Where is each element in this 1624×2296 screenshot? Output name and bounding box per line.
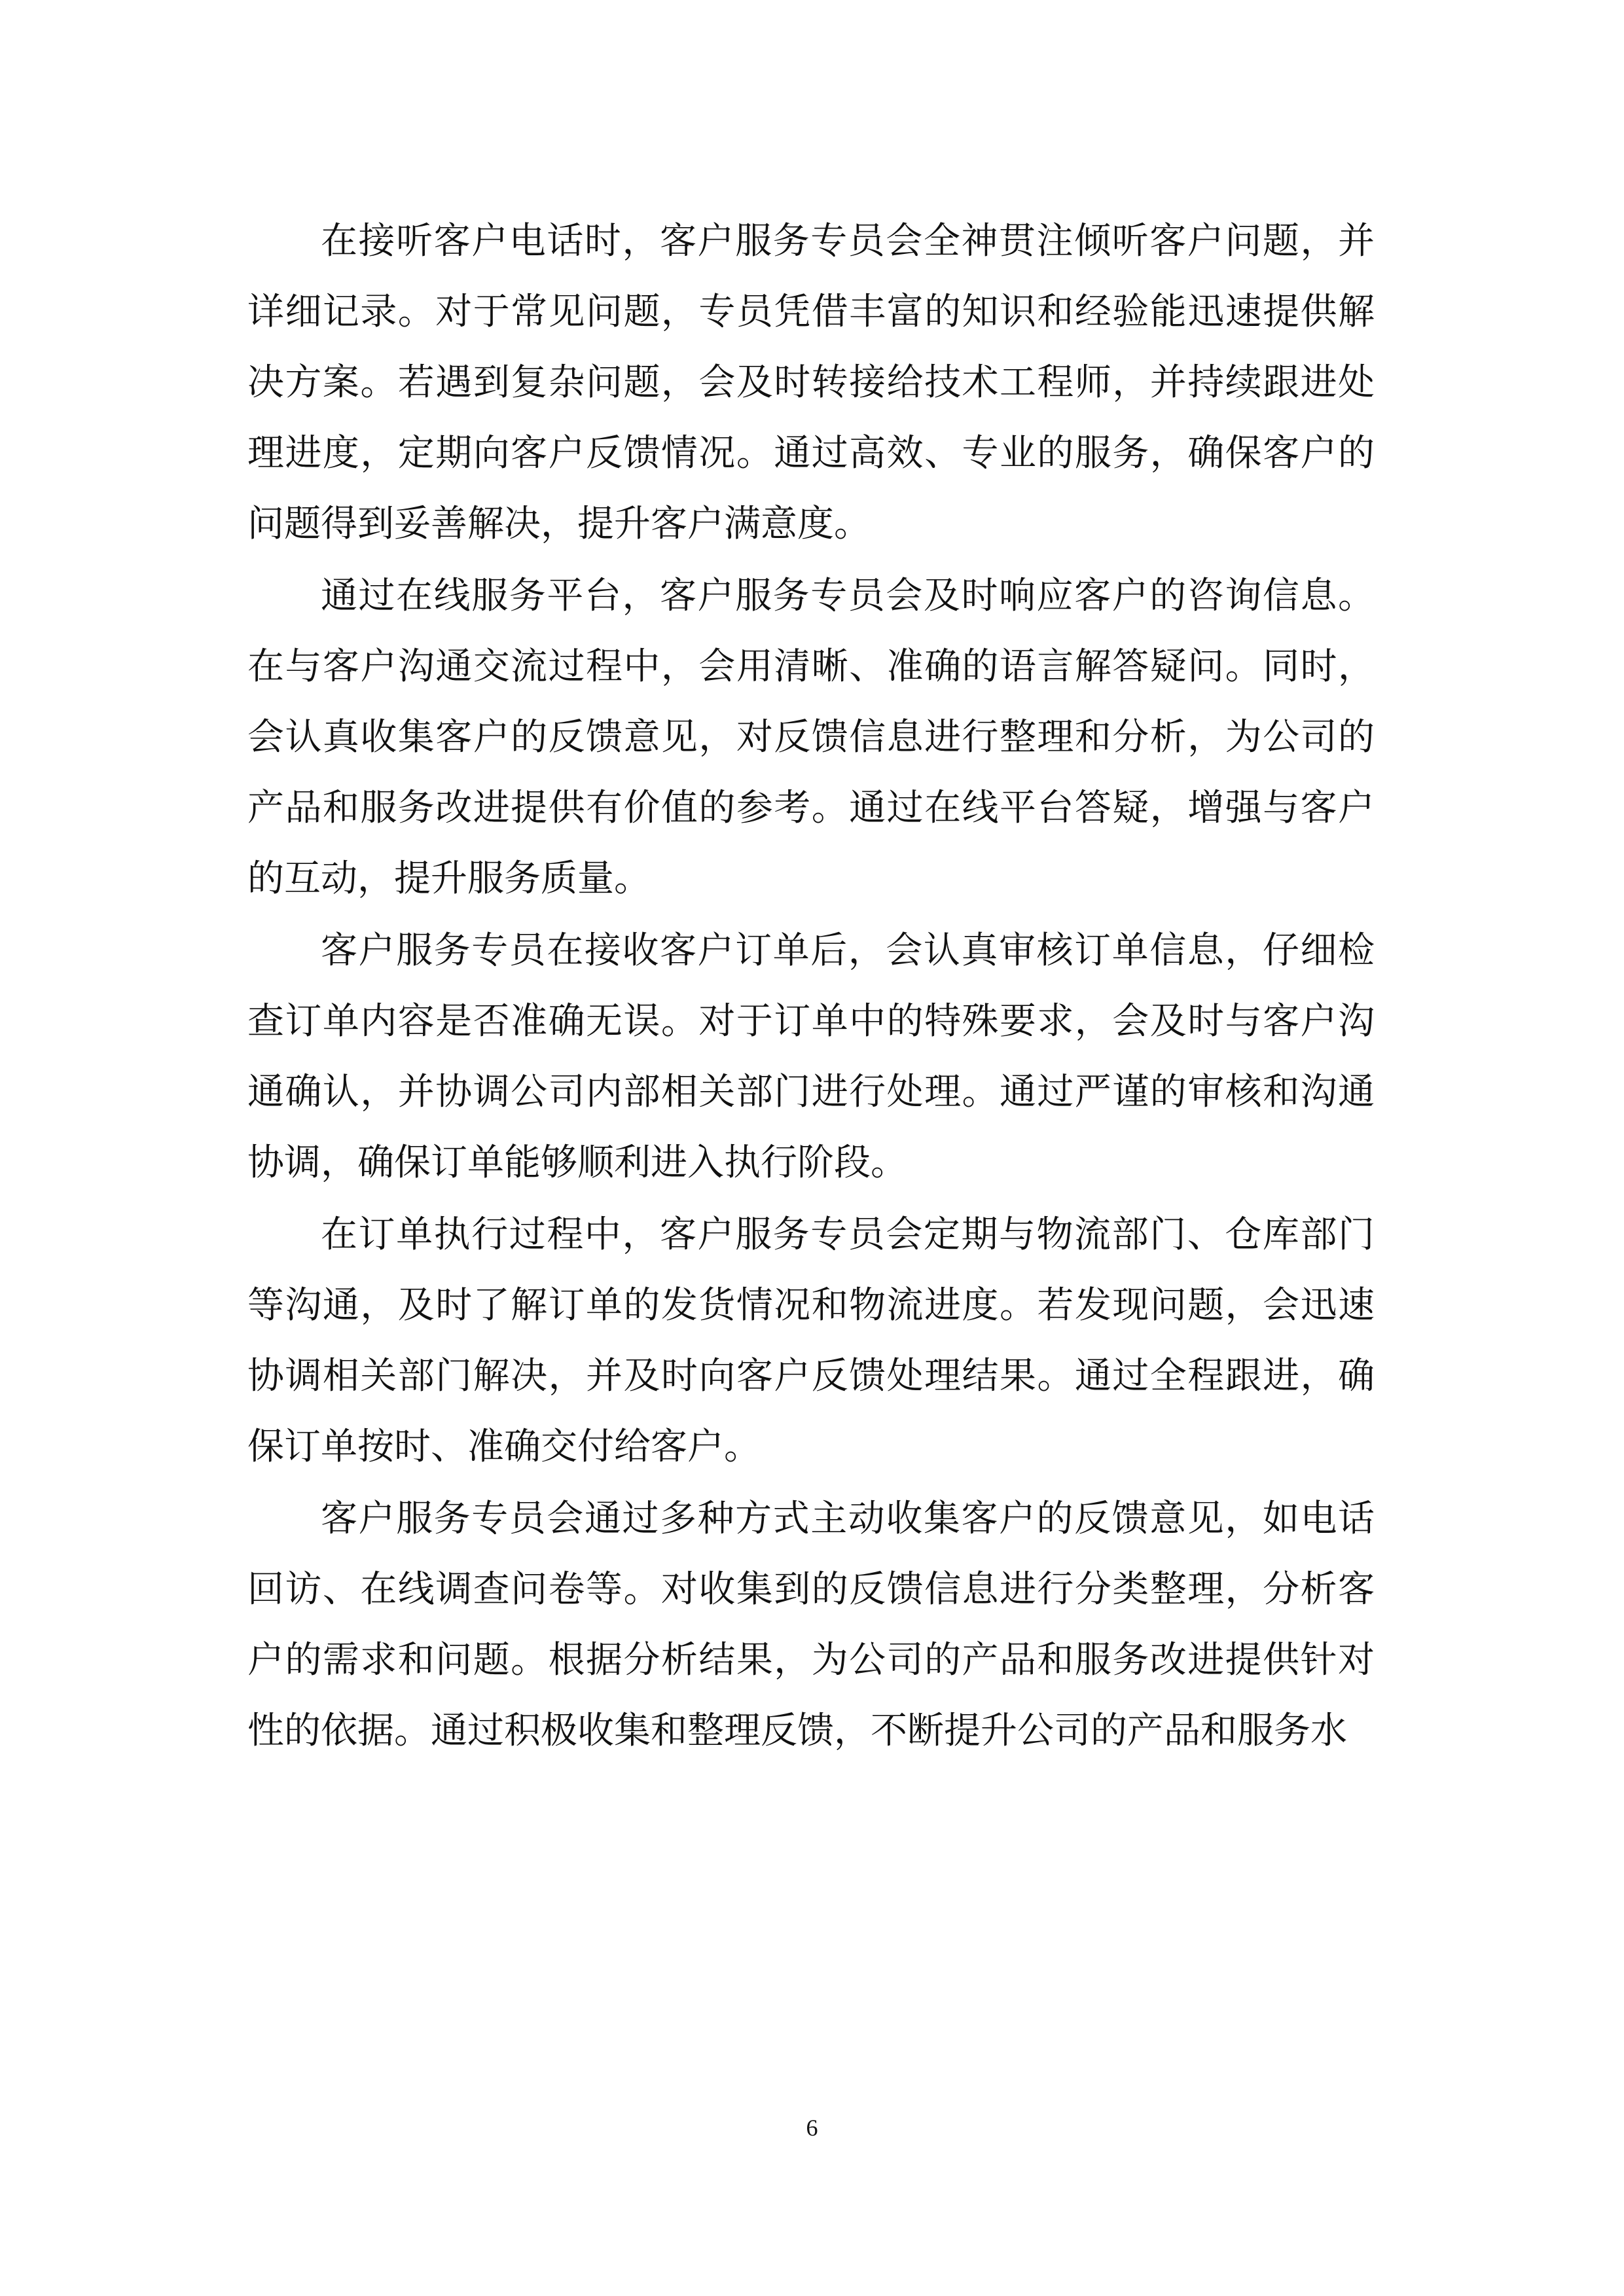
paragraph-phone-service: 在接听客户电话时，客户服务专员会全神贯注倾听客户问题，并详细记录。对于常见问题，专员凭借丰富的知识和经验能迅速提供解决方案。若遇到复杂问题，会及时转接给技术工程师，并持续跟进处理进度，定期向客户反馈情况。通过高效、专业的服务，确保客户的问题得到妥善解决，提升客户满意度。 [247, 220, 1375, 545]
page-number: 6 [806, 2115, 818, 2141]
body-text [247, 206, 1375, 1768]
paragraph-feedback-collection: 客户服务专员会通过多种方式主动收集客户的反馈意见，如电话回访、在线调查问卷等。对收集到的反馈信息进行分类整理，分析客户的需求和问题。根据分析结果，为公司的产品和服务改进提供针对性的依据。通过积极收集和整理反馈，不断提升公司的产品和服务水 [247, 1498, 1375, 1752]
paragraph-online-service: 通过在线服务平台，客户服务专员会及时响应客户的咨询信息。在与客户沟通交流过程中，会用清晰、准确的语言解答疑问。同时，会认真收集客户的反馈意见，对反馈信息进行整理和分析，为公司的产品和服务改进提供有价值的参考。通过在线平台答疑，增强与客户的互动，提升服务质量。 [247, 575, 1375, 900]
paragraph-order-review: 客户服务专员在接收客户订单后，会认真审核订单信息，仔细检查订单内容是否准确无误。对于订单中的特殊要求，会及时与客户沟通确认，并协调公司内部相关部门进行处理。通过严谨的审核和沟通协调，确保订单能够顺利进入执行阶段。 [247, 929, 1375, 1184]
paragraph-order-tracking: 在订单执行过程中，客户服务专员会定期与物流部门、仓库部门等沟通，及时了解订单的发货情况和物流进度。若发现问题，会迅速协调相关部门解决，并及时向客户反馈处理结果。通过全程跟进，确保订单按时、准确交付给客户。 [247, 1213, 1375, 1468]
